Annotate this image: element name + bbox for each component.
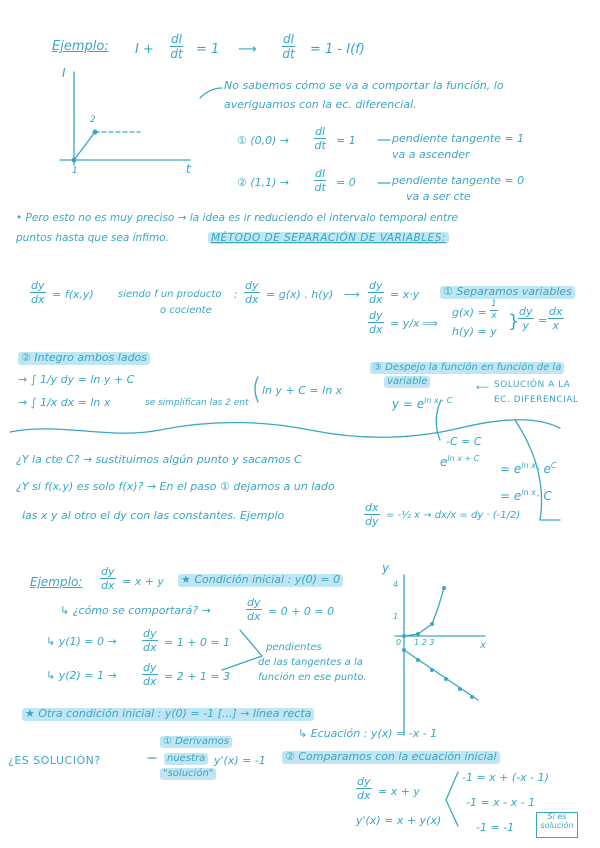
frac-den: dx: [31, 293, 45, 306]
ex2-y2-frac: [142, 662, 158, 687]
ex1-title: Ejemplo:: [52, 39, 109, 54]
sep-frac1: [30, 280, 46, 305]
exp-line3: [500, 488, 552, 504]
case1-text1: pendiente tangente = 1: [392, 132, 525, 145]
frac-den: dt: [282, 47, 295, 61]
sep-colon: :: [234, 288, 238, 301]
graph2-label-x: x: [480, 640, 486, 651]
ex1-arrow: ⟶: [238, 42, 257, 57]
frac-den: dx: [369, 293, 383, 306]
ex2-cond: ★ Condición inicial : y(0) = 0: [178, 574, 343, 587]
yes-solution-line1: Sí es: [547, 812, 567, 821]
ex2-how: ↳ ¿cómo se comportará? →: [60, 604, 211, 617]
frac-den: dx: [357, 789, 371, 802]
exp1-base: e: [440, 455, 448, 469]
result3: -1 = -1: [476, 821, 515, 834]
graph1-pt2: 2: [90, 115, 96, 125]
ex2-y1: ↳ y(1) = 0 →: [46, 635, 117, 648]
ex1-note2: averiguamos con la ec. diferencial.: [224, 98, 417, 111]
cmp-frac: [356, 776, 372, 801]
int2: → ∫ 1/x dx = ln x: [18, 396, 111, 409]
graph1-label-t: t: [186, 162, 191, 176]
graph2-curve: [404, 588, 444, 636]
int-simplify: se simplifican las 2 ent: [145, 398, 249, 408]
ex1-eq-lhs: I +: [135, 42, 154, 57]
sep-eq: =: [538, 314, 548, 327]
int1: → ∫ 1/y dy = ln y + C: [18, 373, 135, 386]
int-result: ln y + C = ln x: [262, 384, 343, 397]
case1-point: ① (0,0) →: [237, 134, 290, 147]
ex2-title: Ejemplo:: [30, 575, 83, 589]
graph2-label-y: y: [382, 561, 390, 575]
exp3-pow: ln x: [521, 488, 536, 497]
ex2-how-frac: [246, 597, 262, 622]
exp3-base: = e: [500, 489, 522, 503]
minus-c: -C = C: [446, 435, 482, 448]
sep-brace: }: [508, 311, 520, 332]
frac-den: dx: [101, 579, 115, 592]
ex2-y1-eq: = 1 + 0 = 1: [164, 636, 231, 649]
yes-solution-line2: solución: [540, 820, 574, 830]
sol-arrow: ⟵: [476, 383, 489, 393]
frac-den: dx: [143, 675, 157, 688]
deriv3: "solución": [160, 768, 216, 780]
case2-text2: va a ser cte: [406, 190, 471, 203]
exp1-pow: ln x + C: [447, 454, 480, 463]
exp2-base: = e: [500, 462, 522, 476]
frac-num: dI: [171, 32, 183, 46]
step2: ② Integro ambos lados: [18, 352, 150, 365]
ex2-how-eq: = 0 + 0 = 0: [268, 605, 335, 618]
ex2-y1-frac: [142, 628, 158, 653]
case2-frac: [314, 168, 326, 193]
ex1-frac: [170, 33, 183, 60]
ex2-frac: [100, 566, 116, 591]
result2: -1 = x - x - 1: [466, 796, 536, 809]
exp2-tail: · e: [535, 462, 551, 476]
pend3: función en ese punto.: [258, 672, 367, 683]
ex1-eq2-rhs: = 1 - I(f): [310, 42, 365, 57]
case1-eq: = 1: [336, 134, 356, 147]
ecuacion: ↳ Ecuación : y(x) = -x - 1: [298, 727, 438, 740]
sol-eq: [392, 396, 452, 412]
pend1: pendientes: [266, 642, 322, 653]
frac-num: dI: [315, 125, 326, 138]
exp-line2: [500, 461, 556, 477]
sol-eq-base: y = e: [392, 397, 425, 411]
graph2-line: [404, 650, 478, 700]
frac-den: dt: [170, 47, 183, 61]
frac-den: dx: [245, 293, 259, 306]
frac-num: dy: [143, 627, 157, 640]
para1: • Pero esto no es muy preciso → la idea es ir reduciendo el intervalo temporal entre: [16, 212, 458, 224]
frac-num: dy: [357, 775, 371, 788]
sep-frac2: [244, 280, 260, 305]
frac-den: dx: [247, 610, 261, 623]
frac-den: x: [552, 319, 559, 332]
q3: las x y al otro el dy con las constantes. Ejemplo: [22, 509, 285, 522]
deriv-res: y'(x) = -1: [214, 754, 266, 767]
sep-frac3: [368, 280, 384, 305]
frac-num: dy: [247, 596, 261, 609]
arrow-note: [200, 88, 222, 98]
frac-num: dy: [369, 279, 383, 292]
frac-num: dy: [245, 279, 259, 292]
sep-dx-x: [548, 306, 564, 331]
sol-label2: EC. DIFERENCIAL: [494, 395, 579, 405]
sep-dy-y: [518, 306, 534, 331]
exp2-c: C: [550, 461, 557, 470]
pend2: de las tangentes a la: [258, 657, 363, 668]
frac-num: dI: [283, 32, 295, 46]
frac-num: dx: [365, 501, 379, 514]
cmp-eq2: y'(x) = x + y(x): [356, 814, 442, 827]
frac-num: dy: [519, 305, 533, 318]
frac-num: dy: [369, 309, 383, 322]
sep-implies: ⟹: [422, 317, 438, 330]
sep-cociente: o cociente: [160, 305, 212, 316]
frac-den: dx: [143, 641, 157, 654]
sep-gx-frac: [490, 300, 498, 321]
q2: ¿Y si f(x,y) es solo f(x)? → En el paso ① dejamos a un lado: [16, 480, 335, 493]
deriv1: ① Derivamos: [160, 736, 232, 748]
sep-hy: h(y) = y: [452, 325, 497, 338]
q1: ¿Y la cte C? → sustituimos algún punto y sacamos C: [16, 453, 302, 466]
frac-num: dy: [101, 565, 115, 578]
deriv2: nuestra: [164, 753, 208, 765]
frac-num: dx: [549, 305, 563, 318]
graph2-ticks-x: 1 2 3: [414, 638, 435, 647]
es-solucion: ¿ES SOLUCIÓN?: [8, 754, 101, 767]
frac-den: dx: [369, 323, 383, 336]
case1-text2: va a ascender: [392, 148, 470, 161]
frac-den: y: [522, 319, 529, 332]
other-cond: ★ Otra condición inicial : y(0) = -1 [...] → línea recta: [22, 708, 314, 721]
graph1-label-I: I: [62, 66, 66, 80]
cmp-eq: = x + y: [378, 785, 420, 798]
frac-num: dy: [143, 661, 157, 674]
step3b: variable: [384, 376, 430, 388]
q3-frac: [364, 502, 380, 527]
ex1-eq-rhs: = 1: [196, 42, 220, 57]
sol-eq-exp: ln x - C: [424, 396, 453, 405]
compare: ② Comparamos con la ecuación inicial: [282, 751, 500, 764]
step3a: ③ Despejo la función en función de la: [370, 362, 564, 374]
ex1-frac2: [282, 33, 295, 60]
graph1-pt1: 1: [72, 166, 78, 176]
ex2-y2: ↳ y(2) = 1 →: [46, 669, 117, 682]
frac-den: x: [491, 311, 497, 321]
sep-frac4: [368, 310, 384, 335]
sep-siendo: siendo f un producto: [118, 289, 222, 300]
sep-arrow: ⟶: [344, 288, 360, 301]
ex2-eq: = x + y: [122, 575, 164, 588]
frac-num: dy: [31, 279, 45, 292]
exp-line1: [440, 454, 479, 470]
graph2-tick1: 1: [393, 612, 399, 621]
graph2-tick0: 0: [396, 638, 402, 647]
method-title: MÉTODO DE SEPARACIÓN DE VARIABLES:: [208, 232, 449, 244]
case2-eq: = 0: [336, 176, 356, 189]
frac-num: 1: [491, 299, 497, 309]
para2: puntos hasta que sea ínfimo.: [16, 232, 169, 244]
sep-yx: = y/x: [390, 317, 420, 330]
frac-den: dt: [314, 139, 326, 152]
result1: -1 = x + (-x - 1): [462, 771, 549, 784]
case2-point: ② (1,1) →: [237, 176, 290, 189]
graph1-tangent: [74, 132, 95, 160]
sep-xy: = x·y: [390, 288, 420, 301]
ex2-y2-eq: = 2 + 1 = 3: [164, 670, 231, 683]
frac-num: dI: [315, 167, 326, 180]
sep-g-expr: = g(x) . h(y): [266, 288, 334, 301]
case2-text1: pendiente tangente = 0: [392, 174, 525, 187]
frac-den: dy: [365, 515, 379, 528]
case1-frac: [314, 126, 326, 151]
frac-den: dt: [314, 181, 326, 194]
yes-solution-box: [536, 812, 578, 838]
q3-eq: = -½ x → dx/x = dy · (-1/2): [386, 510, 521, 521]
exp2-pow: ln x: [521, 461, 536, 470]
sep-gx: g(x) =: [452, 306, 487, 319]
sol-label1: SOLUCIÓN A LA: [494, 380, 571, 390]
graph2-tick4: 4: [393, 580, 399, 589]
sep-f-expr: = f(x,y): [52, 288, 94, 301]
ex1-note1: No sabemos cómo se va a comportar la función, lo: [224, 79, 504, 92]
step1: ① Separamos variables: [440, 286, 575, 299]
exp3-tail: · C: [535, 489, 552, 503]
